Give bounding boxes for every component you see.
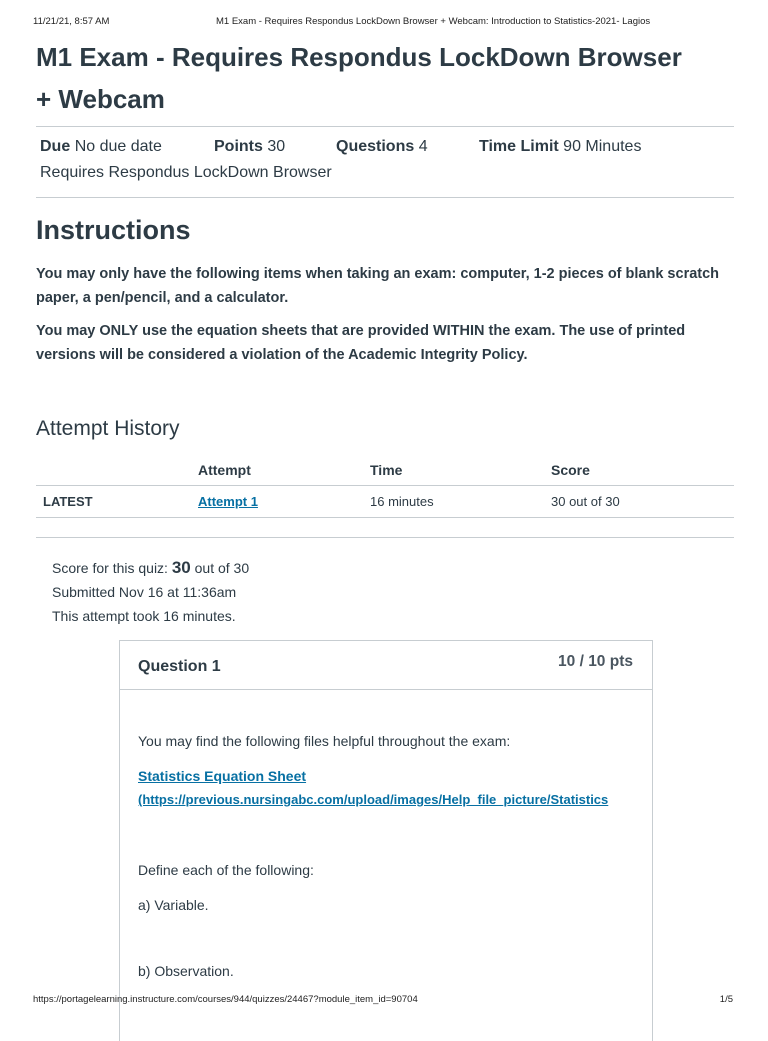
print-url: https://portagelearning.instructure.com/courses/944/quizzes/24467?module_item_id=90704 [33, 994, 418, 1005]
meta-questions: Questions 4 [336, 138, 428, 155]
question-card [119, 640, 653, 1041]
column-header-attempt: Attempt [198, 454, 370, 486]
equation-sheet-url-link[interactable]: (https://previous.nursingabc.com/upload/images/Help_file_picture/Statistics [138, 792, 609, 807]
attempt-score: 30 out of 30 [551, 486, 734, 518]
divider [36, 126, 734, 127]
attempt-history-table [36, 454, 734, 518]
meta-points: Points 30 [214, 138, 286, 155]
attempt-1-link[interactable]: Attempt 1 [198, 494, 258, 509]
divider [36, 537, 734, 538]
print-page-number: 1/5 [719, 994, 733, 1005]
column-header-time: Time [370, 454, 551, 486]
print-page-title: M1 Exam - Requires Respondus LockDown Browser + Webcam: Introduction to Statistics-2021- Lagios [216, 16, 651, 27]
score-summary [52, 556, 249, 628]
attempt-duration: This attempt took 16 minutes. [52, 608, 236, 624]
question-intro: You may find the following files helpful throughout the exam: [138, 733, 511, 749]
print-timestamp: 11/21/21, 8:57 AM [33, 16, 110, 27]
question-item-a: a) Variable. [138, 897, 209, 913]
page-title-line2: + Webcam [36, 84, 165, 114]
score-value: 30 [171, 558, 191, 577]
score-prefix: Score for this quiz: [52, 560, 168, 576]
table-row [36, 486, 734, 518]
instructions-paragraph-2: You may ONLY use the equation sheets that are provided WITHIN the exam. The use of printed versions will be considered a violation of the Academic Integrity Policy. [36, 323, 686, 363]
attempt-time: 16 minutes [370, 486, 551, 518]
instructions-heading: Instructions [36, 215, 191, 245]
score-line [52, 556, 249, 580]
meta-due: Due No due date [40, 138, 162, 155]
score-suffix: out of 30 [194, 560, 250, 576]
lockdown-note: Requires Respondus LockDown Browser [40, 164, 332, 181]
equation-sheet-link[interactable]: Statistics Equation Sheet [138, 768, 307, 784]
table-header-row [36, 454, 734, 486]
question-title: Question 1 [138, 658, 221, 675]
attempt-label-latest: LATEST [36, 486, 198, 518]
attempt-history-heading: Attempt History [36, 417, 180, 440]
column-header-label [36, 454, 198, 486]
question-header [120, 641, 652, 690]
meta-time-limit: Time Limit 90 Minutes [479, 138, 642, 155]
question-points: 10 / 10 pts [558, 653, 633, 670]
column-header-score: Score [551, 454, 734, 486]
submitted-time: Submitted Nov 16 at 11:36am [52, 584, 237, 600]
page-title-line1: M1 Exam - Requires Respondus LockDown Browser [36, 42, 682, 72]
instructions-paragraph-1: You may only have the following items when taking an exam: computer, 1-2 pieces of blank scratch paper, a pen/pencil, and a calculator. [36, 266, 720, 306]
divider [36, 197, 734, 198]
page-title [36, 36, 734, 120]
question-prompt: Define each of the following: [138, 862, 314, 878]
quiz-meta [40, 138, 730, 181]
question-item-b: b) Observation. [138, 963, 234, 979]
